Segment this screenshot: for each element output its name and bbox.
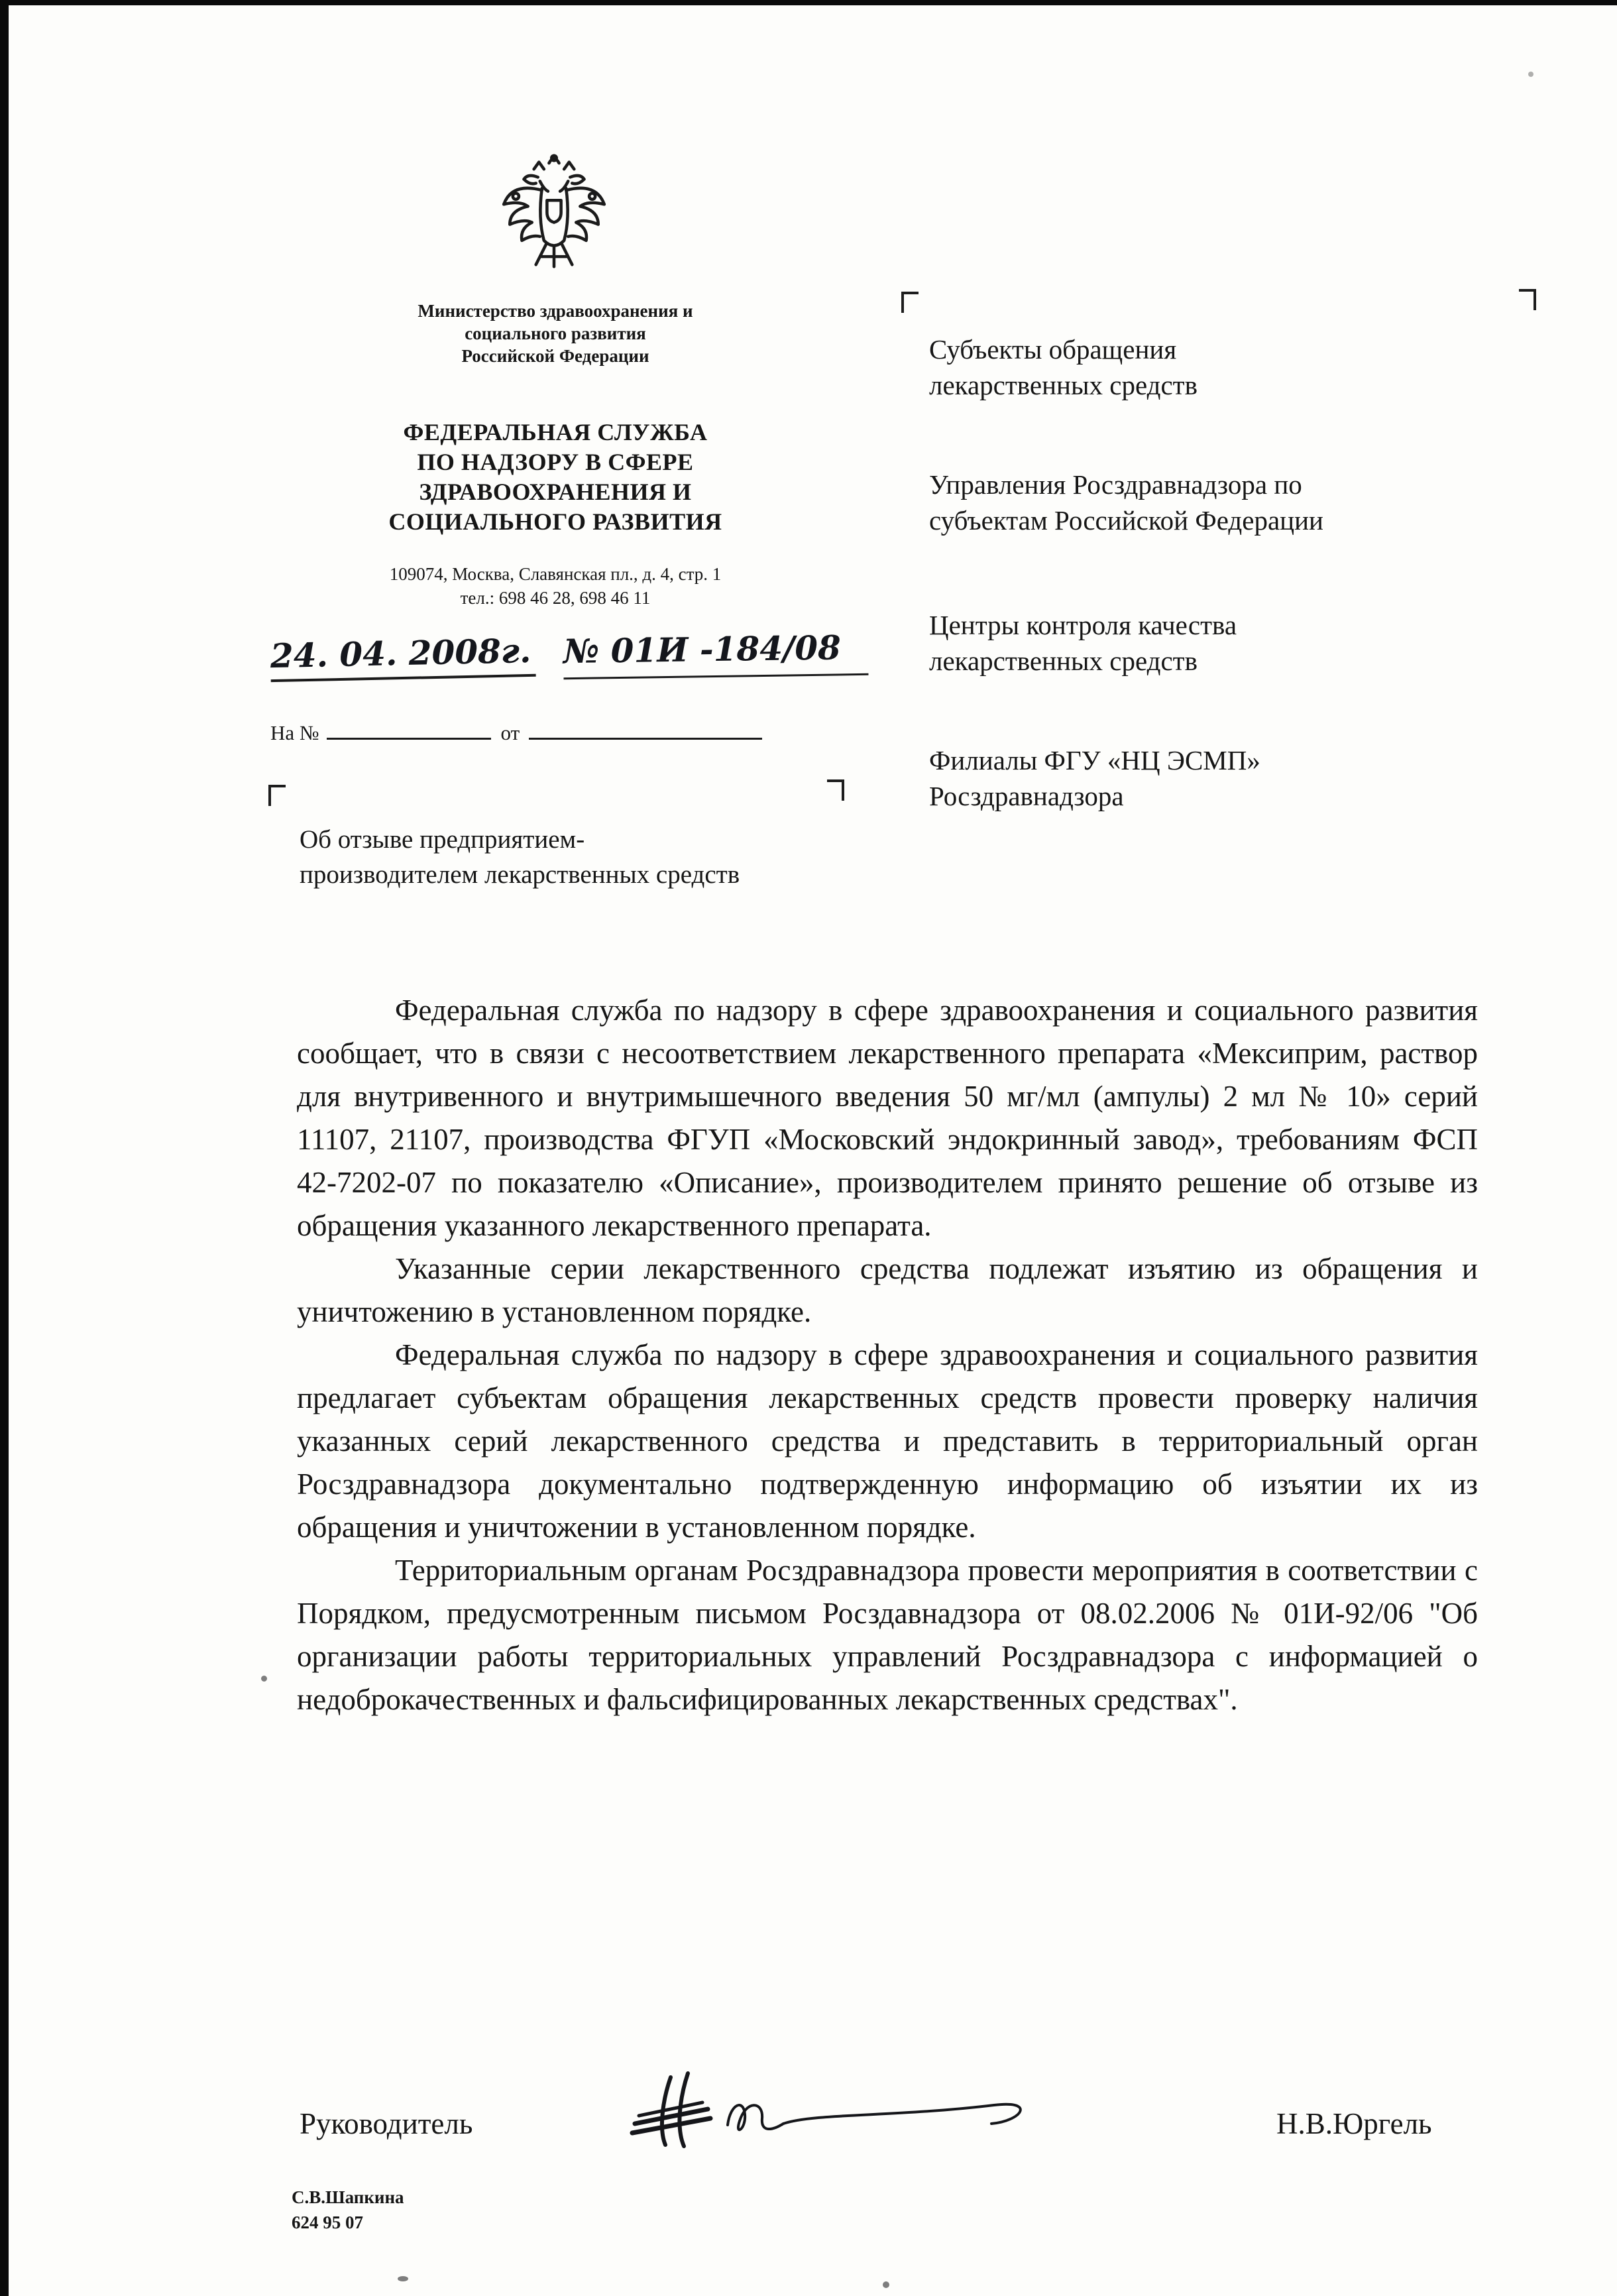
recipient-line: Субъекты обращения [929, 334, 1177, 365]
agency-address: 109074, Москва, Славянская пл., д. 4, стр. 1 [389, 564, 722, 584]
letter-subject [300, 822, 883, 892]
agency-name-line: ПО НАДЗОРУ В СФЕРЕ [417, 449, 694, 475]
corner-mark-left [901, 292, 919, 313]
corner-mark-right [1519, 289, 1536, 310]
outgoing-number-handwritten: № 01И -184/08 [563, 628, 869, 679]
agency-phone: тел.: 698 46 28, 698 46 11 [460, 588, 651, 608]
blank-line [529, 720, 762, 740]
recipient-line: субъектам Российской Федерации [929, 505, 1323, 536]
ministry-line: Российской Федерации [461, 346, 649, 366]
scan-speck [1528, 72, 1533, 77]
signer-name: Н.В.Юргель [1276, 2107, 1432, 2140]
ministry-line: Министерство здравоохранения и [418, 301, 693, 321]
scan-speck [883, 2281, 889, 2288]
recipient-item [929, 607, 1237, 679]
corner-mark-left [268, 785, 286, 806]
from-label: от [500, 721, 520, 744]
signer-position: Руководитель [300, 2107, 473, 2140]
ministry-name [224, 300, 887, 367]
body-paragraph: Указанные серии лекарственного средства подлежат изъятию из обращения и уничтожению в установленном порядке. [297, 1252, 1478, 1328]
recipient-line: лекарственных средств [929, 370, 1198, 400]
body-paragraph: Федеральная служба по надзору в сфере здравоохранения и социального развития сообщает, что в связи с несоответствием лекарственного препарата «Мексиприм, раствор для внутривенного и внутримышечного введения 50 мг/мл (ампулы) 2 мл № 10» серий 11107, 21107, производства ФГУП «Московский эндокринный завод», требованиям ФСП 42-7202-07 по показателю «Описание», производителем принято решение об отзыве из обращения указанного лекарственного препарата. [297, 994, 1478, 1242]
agency-name [224, 418, 887, 537]
ministry-line: социального развития [465, 323, 646, 343]
letter-body [297, 989, 1478, 1721]
body-paragraph: Федеральная служба по надзору в сфере здравоохранения и социального развития предлагает субъектам обращения лекарственных средств провести проверку наличия указанных серий лекарственного средства и представить в территориальный орган Росздравнадзора документально подтвержденную информацию об изъятии их из обращения и уничтожении в установленном порядке. [297, 1338, 1478, 1544]
coat-of-arms-of-russia-icon [494, 150, 614, 285]
scan-edge-top [0, 0, 1617, 5]
body-paragraph: Территориальным органам Росздравнадзора провести мероприятия в соответствии с Порядком, предусмотренным письмом Росздавнадзора от 08.02.2006 № 01И-92/06 "Об организации работы территориальных управлений Росздравнадзора с информацией о недоброкачественных и фальсифицированных лекарственных средствах". [297, 1554, 1478, 1716]
reply-label: На № [270, 721, 319, 744]
agency-name-line: ФЕДЕРАЛЬНАЯ СЛУЖБА [403, 419, 708, 445]
agency-name-line: ЗДРАВООХРАНЕНИЯ И [419, 479, 692, 505]
recipient-line: лекарственных средств [929, 646, 1198, 676]
outgoing-date-handwritten: 24. 04. 2008г. [270, 631, 535, 682]
executor-name: С.В.Шапкина [292, 2187, 404, 2207]
recipient-line: Центры контроля качества [929, 610, 1237, 640]
blank-line [327, 720, 491, 740]
subject-line: производителем лекарственных средств [300, 860, 740, 889]
scan-edge-left [0, 0, 9, 2296]
scan-speck [398, 2276, 408, 2281]
executor-phone: 624 95 07 [292, 2212, 363, 2232]
recipient-line: Филиалы ФГУ «НЦ ЭСМП» [929, 745, 1260, 775]
agency-contacts [224, 562, 887, 610]
recipient-line: Росздравнадзора [929, 781, 1124, 811]
agency-name-line: СОЦИАЛЬНОГО РАЗВИТИЯ [388, 508, 722, 535]
subject-line: Об отзыве предприятием- [300, 825, 585, 854]
corner-mark-right [827, 779, 844, 801]
recipient-item [929, 742, 1260, 814]
scan-speck [261, 1676, 267, 1682]
executor-block [292, 2185, 404, 2235]
recipient-item [929, 331, 1198, 403]
handwritten-signature-icon [616, 2060, 1074, 2163]
reply-reference-line [270, 720, 867, 745]
recipient-item [929, 467, 1323, 538]
recipient-line: Управления Росздравнадзора по [929, 469, 1302, 500]
